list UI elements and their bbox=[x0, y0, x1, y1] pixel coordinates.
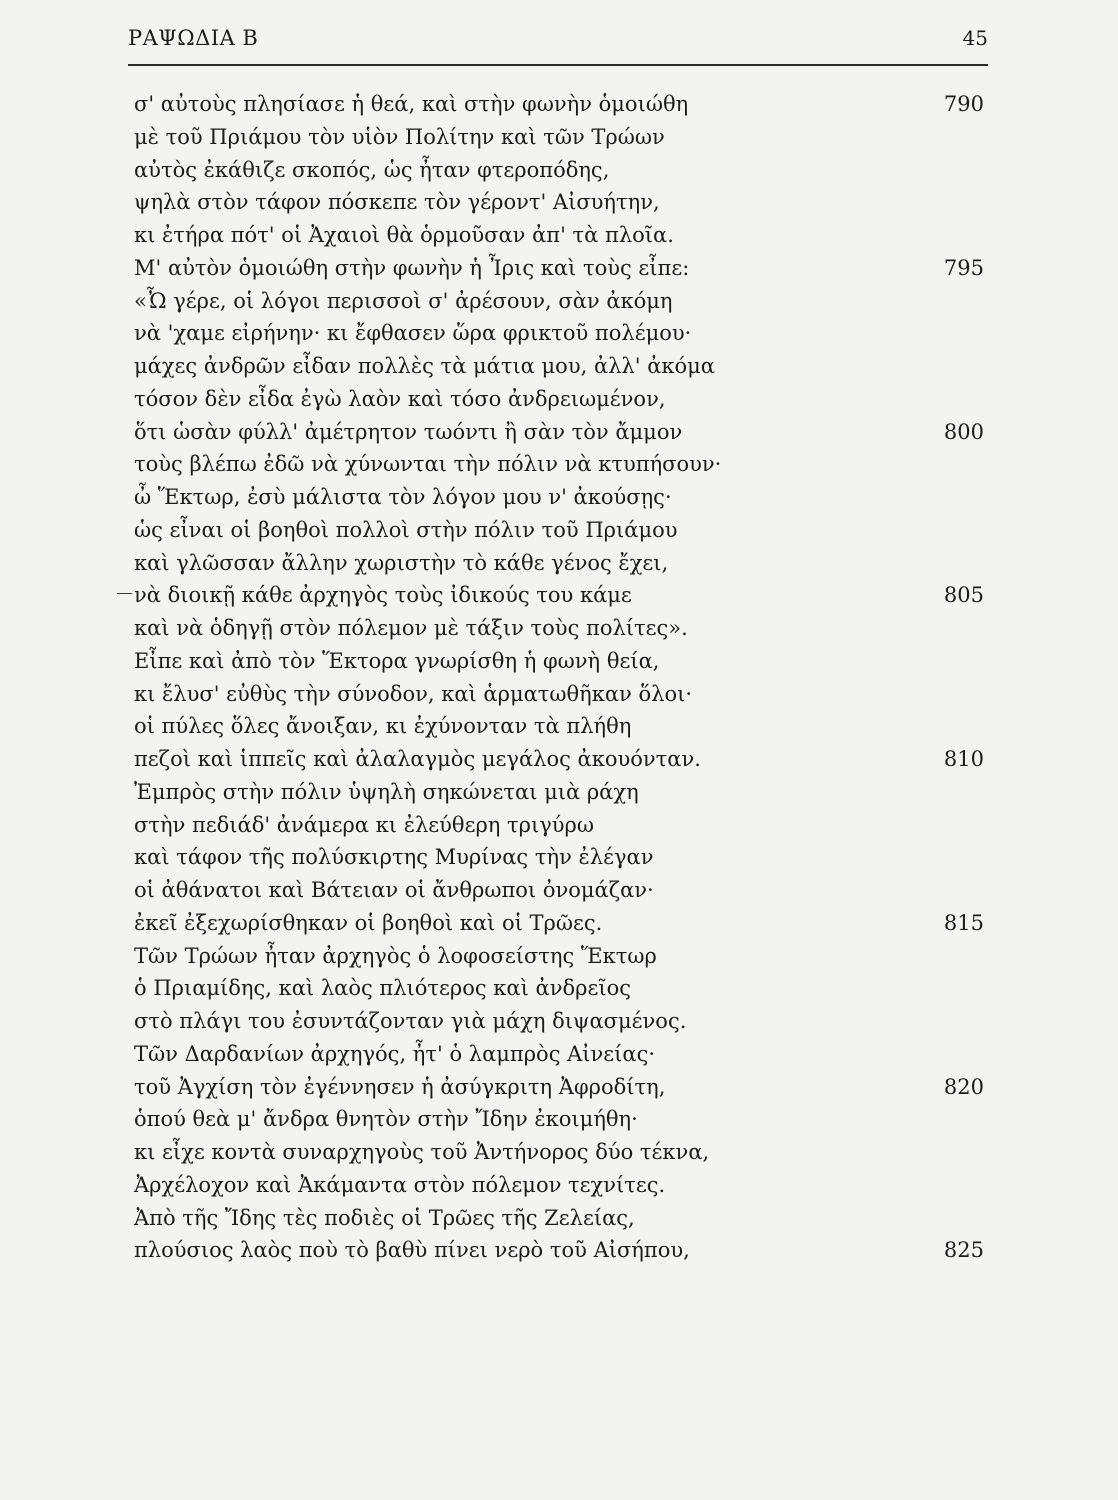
verse-text: αὐτὸς ἐκάθιζε σκοπός, ὡς ἦταν φτεροπόδης, bbox=[134, 157, 610, 182]
verse-text: ὁπού θεὰ μ' ἄνδρα θνητὸν στὴν Ἴδην ἐκοιμήθη· bbox=[134, 1107, 638, 1132]
verse-line bbox=[134, 285, 984, 318]
verse-text: οἱ πύλες ὅλες ἄνοιξαν, κι ἐχύνονταν τὰ πλήθη bbox=[134, 714, 632, 739]
verse-text: καὶ γλῶσσαν ἄλλην χωριστὴν τὸ κάθε γένος ἔχει, bbox=[134, 550, 669, 575]
verse-line bbox=[134, 678, 984, 711]
verse-line bbox=[134, 874, 984, 907]
verse-line bbox=[134, 1038, 984, 1071]
verse-text: ὁ Πριαμίδης, καὶ λαὸς πλιότερος καὶ ἀνδρεῖος bbox=[134, 976, 631, 1001]
verse-text: τοῦ Ἀγχίση τὸν ἐγέννησεν ἡ ἀσύγκριτη Ἀφροδίτη, bbox=[134, 1074, 666, 1099]
page-header bbox=[128, 22, 988, 62]
verse-text: Εἶπε καὶ ἀπὸ τὸν Ἕκτορα γνωρίσθη ἡ φωνὴ θεία, bbox=[134, 648, 660, 673]
verse-text: στὴν πεδιάδ' ἀνάμερα κι ἐλεύθερη τριγύρω bbox=[134, 812, 595, 837]
verse-text: πλούσιος λαὸς ποὺ τὸ βαθὺ πίνει νερὸ τοῦ Αἰσήπου, bbox=[134, 1238, 690, 1263]
line-number: 825 bbox=[943, 1238, 984, 1263]
verse-line bbox=[134, 317, 984, 350]
verse-line bbox=[134, 121, 984, 154]
verse-line bbox=[134, 481, 984, 514]
verse-text: κι εἶχε κοντὰ συναρχηγοὺς τοῦ Ἀντήνορος δύο τέκνα, bbox=[134, 1140, 710, 1164]
verse-line bbox=[134, 186, 984, 219]
verse-line bbox=[134, 841, 984, 874]
verse-text: νὰ 'χαμε εἰρήνην· κι ἔφθασεν ὥρα φρικτοῦ πολέμου· bbox=[134, 321, 692, 346]
verse-line bbox=[134, 645, 984, 678]
verse-text: νὰ διοικῇ κάθε ἀρχηγὸς τοὺς ἰδικούς του κάμε bbox=[134, 583, 632, 608]
verse-text: στὸ πλάγι του ἐσυντάζονταν γιὰ μάχη διψασμένος. bbox=[134, 1009, 687, 1033]
verse-line bbox=[134, 743, 984, 776]
line-number: 820 bbox=[943, 1074, 984, 1099]
verse-line bbox=[134, 88, 984, 121]
verse-line bbox=[134, 547, 984, 580]
verse-text: τοὺς βλέπω ἐδῶ νὰ χύνωνται τὴν πόλιν νὰ κτυπήσουν· bbox=[134, 452, 722, 477]
verse-line bbox=[134, 776, 984, 809]
line-number: 805 bbox=[943, 583, 984, 608]
verse-line bbox=[134, 219, 984, 252]
header-rule bbox=[128, 64, 988, 66]
verse-text: Ἀπὸ τῆς Ἴδης τὲς ποδιὲς οἱ Τρῶες τῆς Ζελείας, bbox=[134, 1205, 635, 1230]
verse-line bbox=[134, 383, 984, 416]
verse-line bbox=[134, 514, 984, 547]
verse-text: μάχες ἀνδρῶν εἶδαν πολλὲς τὰ μάτια μου, ἀλλ' ἀκόμα bbox=[134, 354, 715, 378]
verse-text: Μ' αὐτὸν ὁμοιώθη στὴν φωνὴν ἡ Ἶρις καὶ τοὺς εἶπε: bbox=[134, 255, 690, 280]
verse-line bbox=[134, 448, 984, 481]
verse-text: ὦ Ἕκτωρ, ἐσὺ μάλιστα τὸν λόγον μου ν' ἀκούσῃς· bbox=[134, 485, 672, 509]
verse-text: μὲ τοῦ Πριάμου τὸν υἱὸν Πολίτην καὶ τῶν Τρώων bbox=[134, 124, 665, 149]
verse-line bbox=[134, 972, 984, 1005]
verse-text: Ἀρχέλοχον καὶ Ἀκάμαντα στὸν πόλεμον τεχνίτες. bbox=[134, 1172, 666, 1197]
verse-text: κι ἔλυσ' εὐθὺς τὴν σύνοδον, καὶ ἁρματωθῆκαν ὅλοι· bbox=[134, 681, 692, 706]
verse-line bbox=[134, 1136, 984, 1169]
verse-line bbox=[134, 1103, 984, 1136]
verse-line bbox=[134, 809, 984, 842]
verse-text: ψηλὰ στὸν τάφον πόσκεπε τὸν γέροντ' Αἰσυήτην, bbox=[134, 190, 660, 215]
verse-line bbox=[134, 154, 984, 187]
verse-text: ὡς εἶναι οἱ βοηθοὶ πολλοὶ στὴν πόλιν τοῦ Πριάμου bbox=[134, 517, 678, 542]
verse-list bbox=[134, 88, 984, 1267]
verse-line bbox=[134, 579, 984, 612]
verse-line bbox=[134, 350, 984, 383]
verse-text: Τῶν Τρώων ἦταν ἀρχηγὸς ὁ λοφοσείστης Ἕκτωρ bbox=[134, 943, 657, 968]
verse-text: σ' αὐτοὺς πλησίασε ἡ θεά, καὶ στὴν φωνὴν ὁμοιώθη bbox=[134, 92, 689, 116]
verse-line bbox=[134, 1071, 984, 1104]
verse-line bbox=[134, 1005, 984, 1038]
verse-text: «Ὦ γέρε, οἱ λόγοι περισσοὶ σ' ἀρέσουν, σὰν ἀκόμη bbox=[134, 288, 673, 313]
verse-text: κι ἐτήρα πότ' οἱ Ἀχαιοὶ θὰ ὁρμοῦσαν ἀπ' τὰ πλοῖα. bbox=[134, 223, 674, 247]
verse-line bbox=[134, 940, 984, 973]
verse-text: ὅτι ὡσὰν φύλλ' ἀμέτρητον τωόντι ἢ σὰν τὸν ἄμμον bbox=[134, 419, 683, 444]
verse-text: τόσον δὲν εἶδα ἐγὼ λαὸν καὶ τόσο ἀνδρειωμένον, bbox=[134, 386, 666, 411]
verse-text: Ἐμπρὸς στὴν πόλιν ὑψηλὴ σηκώνεται μιὰ ράχη bbox=[134, 779, 639, 804]
verse-line bbox=[134, 252, 984, 285]
line-number: 790 bbox=[943, 92, 984, 116]
verse-line bbox=[134, 1234, 984, 1267]
verse-line bbox=[134, 1202, 984, 1235]
page-number: 45 bbox=[962, 26, 988, 50]
line-number: 810 bbox=[943, 747, 984, 771]
verse-text: καὶ νὰ ὁδηγῇ στὸν πόλεμον μὲ τάξιν τοὺς πολίτες». bbox=[134, 616, 688, 640]
margin-mark bbox=[117, 593, 132, 594]
verse-line bbox=[134, 710, 984, 743]
verse-text: οἱ ἀθάνατοι καὶ Βάτειαν οἱ ἄνθρωποι ὀνομάζαν· bbox=[134, 878, 654, 902]
line-number: 815 bbox=[943, 910, 984, 935]
verse-line bbox=[134, 416, 984, 449]
verse-line bbox=[134, 612, 984, 645]
line-number: 800 bbox=[943, 419, 984, 444]
verse-line bbox=[134, 1169, 984, 1202]
verse-line bbox=[134, 907, 984, 940]
verse-text: καὶ τάφον τῆς πολύσκιρτης Μυρίνας τὴν ἐλέγαν bbox=[134, 845, 654, 870]
line-number: 795 bbox=[943, 255, 984, 280]
verse-text: πεζοὶ καὶ ἱππεῖς καὶ ἀλαλαγμὸς μεγάλος ἀκουόνταν. bbox=[134, 747, 701, 771]
verse-text: Τῶν Δαρδανίων ἀρχηγός, ἦτ' ὁ λαμπρὸς Αἰνείας· bbox=[134, 1041, 656, 1066]
running-title: ΡΑΨΩΔΙΑ Β bbox=[128, 26, 259, 50]
verse-text: ἐκεῖ ἐξεχωρίσθηκαν οἱ βοηθοὶ καὶ οἱ Τρῶες. bbox=[134, 910, 603, 935]
